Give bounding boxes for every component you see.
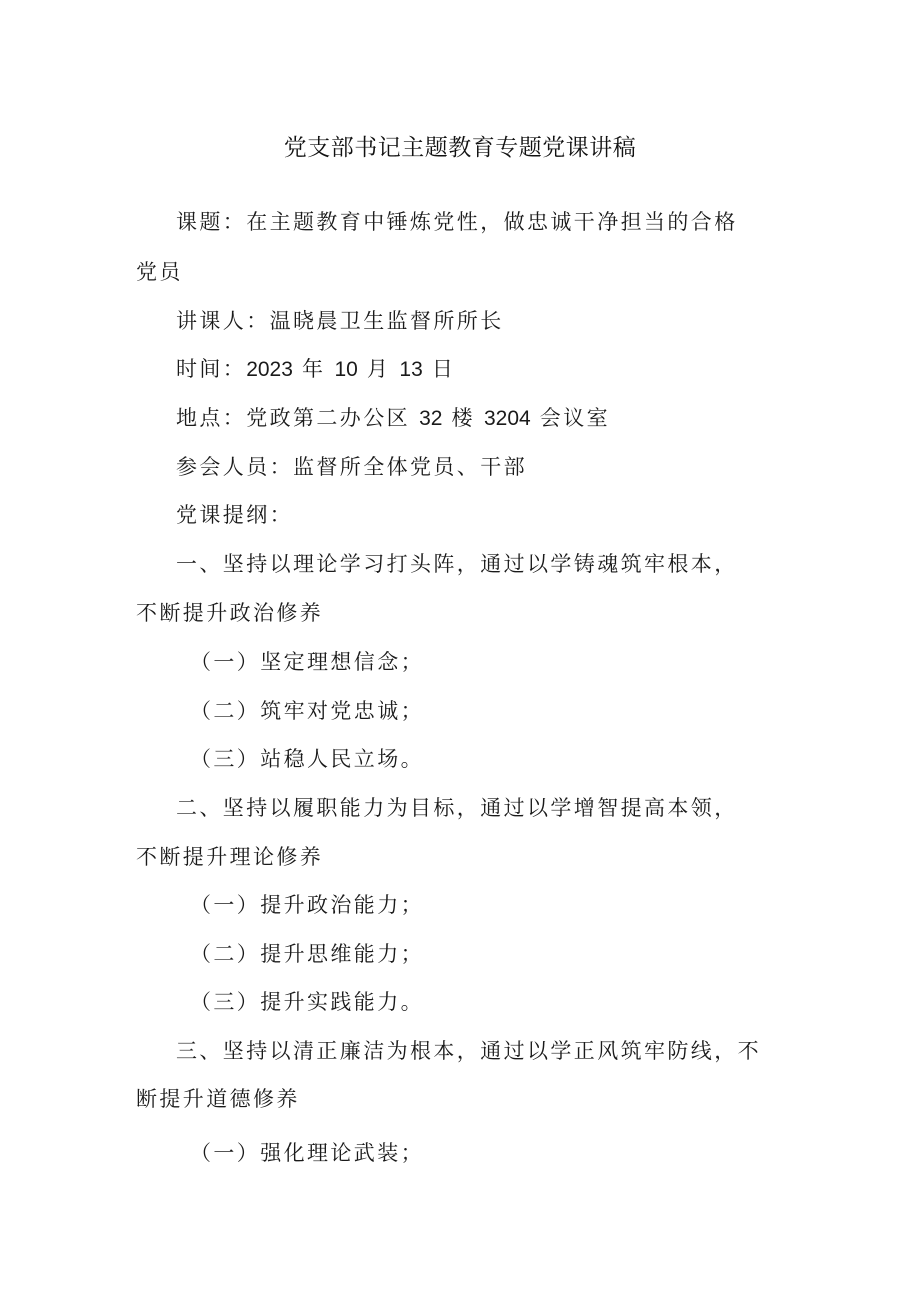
- outline-label: 党课提纲：: [176, 503, 293, 527]
- time-day: 13: [399, 358, 423, 381]
- speaker-line: 讲课人：温晓晨卫生监督所所长: [176, 309, 504, 333]
- place-building-unit: 楼: [451, 406, 475, 430]
- section-2-item-3: （三）提升实践能力。: [190, 990, 424, 1014]
- section-1-item-2: （二）筑牢对党忠诚；: [190, 699, 424, 723]
- place-suffix: 会议室: [539, 406, 610, 430]
- attendees-line: 参会人员：监督所全体党员、干部: [176, 455, 527, 479]
- time-label: 时间：: [176, 357, 247, 381]
- time-month-unit: 月: [366, 357, 391, 381]
- place-room: 3204: [484, 407, 531, 430]
- section-1-item-3: （三）站稳人民立场。: [190, 747, 424, 771]
- section-1-heading-line-2: 不断提升政治修养: [136, 601, 324, 625]
- section-2-heading-line-2: 不断提升理论修养: [136, 845, 324, 869]
- time-month: 10: [334, 358, 358, 381]
- section-3-heading-line-2: 断提升道德修养: [136, 1087, 300, 1111]
- section-3-heading-line-1: 三、坚持以清正廉洁为根本，通过以学正风筑牢防线，不: [176, 1039, 761, 1063]
- time-line: [176, 354, 455, 385]
- topic-line-1: 课题：在主题教育中锤炼党性，做忠诚干净担当的合格: [176, 210, 738, 234]
- document-title: 党支部书记主题教育专题党课讲稿: [283, 135, 637, 161]
- time-year-unit: 年: [302, 357, 326, 381]
- time-day-unit: 日: [431, 357, 456, 381]
- section-1-heading-line-1: 一、坚持以理论学习打头阵，通过以学铸魂筑牢根本，: [176, 552, 738, 576]
- section-1-item-1: （一）坚定理想信念；: [190, 650, 424, 674]
- place-building: 32: [419, 407, 443, 430]
- section-3-item-1: （一）强化理论武装；: [190, 1141, 424, 1165]
- section-2-heading-line-1: 二、坚持以履职能力为目标，通过以学增智提高本领，: [176, 796, 738, 820]
- place-line: [176, 403, 610, 434]
- time-year: 2023: [246, 358, 293, 381]
- place-prefix: 地点：党政第二办公区: [176, 406, 410, 430]
- topic-line-2: 党员: [136, 260, 183, 284]
- section-2-item-2: （二）提升思维能力；: [190, 942, 424, 966]
- section-2-item-1: （一）提升政治能力；: [190, 893, 424, 917]
